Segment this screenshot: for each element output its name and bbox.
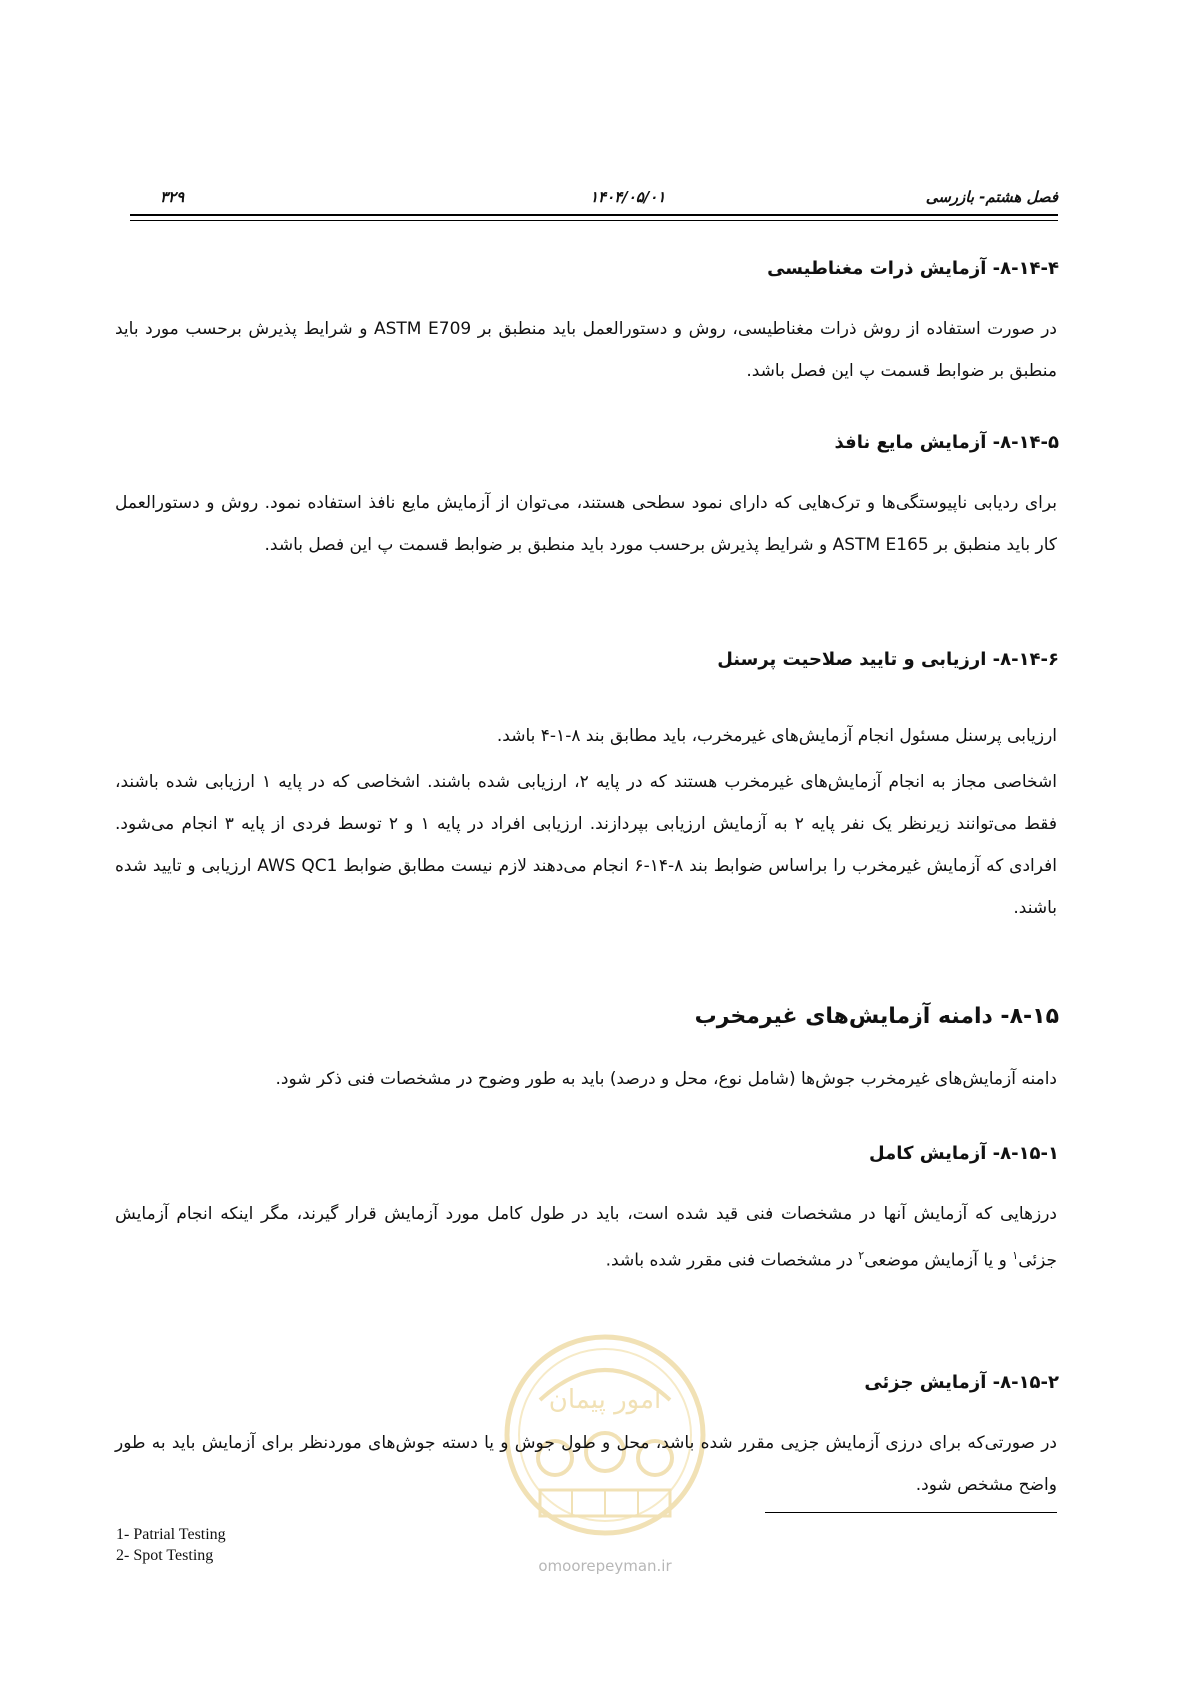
section-heading-8-14-5: ۸-۱۴-۵- آزمایش مایع نافذ	[834, 432, 1059, 453]
footnote-ref-2: ۲	[858, 1249, 865, 1262]
header-rule-thin	[130, 220, 1058, 221]
section-heading-8-14-4: ۸-۱۴-۴- آزمایش ذرات مغناطیسی	[767, 258, 1059, 279]
paragraph: برای ردیابی ناپیوستگی‌ها و ترک‌هایی که دارای نمود سطحی هستند، می‌توان از آزمایش مایع نافذ استفاده نمود. روش و دستورالعمل کار باید منطبق بر ASTM E165 و شرایط پذیرش برحسب مورد باید منطبق بر ضوابط قسمت پ این فصل باشد.	[115, 493, 1057, 555]
watermark-url: omoorepeyman.ir	[538, 1557, 672, 1575]
chapter-title: فصل هشتم- بازرسی	[925, 188, 1058, 206]
paragraph: اشخاصی مجاز به انجام آزمایش‌های غیرمخرب هستند که در پایه ۲، ارزیابی شده باشند. اشخاصی که در پایه ۱ ارزیابی شده باشند، فقط می‌توانند زیرنظر یک نفر پایه ۲ به آزمایش ارزیابی بپردازند. ارزیابی افراد در پایه ۱ و ۲ توسط فردی از پایه ۳ انجام می‌شود. افرادی که آزمایش غیرمخرب را براساس ضوابط بند ۸-۱۴-۶ انجام می‌دهند لازم نیست مطابق ضوابط AWS QC1 ارزیابی و تایید شده باشند.	[115, 772, 1058, 918]
header-date: ۱۴۰۴/۰۵/۰۱	[590, 188, 666, 206]
paragraph: ارزیابی پرسنل مسئول انجام آزمایش‌های غیرمخرب، باید مطابق بند ۸-۱-۴ باشد.	[496, 726, 1057, 746]
paragraph: درزهایی که آزمایش آنها در مشخصات فنی قید شده است، باید در طول کامل مورد آزمایش قرار گیرند، مگر اینکه انجام آزمایش جزئی$^۱$ و یا آزمایش موضعی$^۲$ در مشخصات فنی مقرر شده باشد.	[115, 1204, 1057, 1271]
section-heading-8-15-1: ۸-۱۵-۱- آزمایش کامل	[869, 1143, 1059, 1164]
footnote-ref-1: ۱	[1012, 1249, 1019, 1262]
section-body-8-14-5	[115, 482, 1057, 566]
section-body-8-15-1	[115, 1193, 1057, 1282]
footnote-1: 1- Patrial Testing	[116, 1526, 226, 1543]
footnotes	[116, 1524, 226, 1566]
paragraph: در صورت استفاده از روش ذرات مغناطیسی، روش و دستورالعمل باید منطبق بر ASTM E709 و شرایط پذیرش برحسب مورد باید منطبق بر ضوابط قسمت پ این فصل باشد.	[115, 319, 1058, 381]
header-rule-thick	[130, 214, 1058, 216]
paragraph: در صورتی‌که برای درزی آزمایش جزیی مقرر شده باشد، محل و طول جوش و یا دسته جوش‌های موردنظر برای آزمایش باید به طور واضح مشخص شود.	[115, 1433, 1057, 1495]
section-body-8-15-2	[115, 1422, 1057, 1506]
svg-text:امور پیمان: امور پیمان	[548, 1385, 662, 1415]
page-number: ۳۲۹	[160, 188, 185, 206]
section-heading-8-14-6: ۸-۱۴-۶- ارزیابی و تایید صلاحیت پرسنل	[717, 649, 1059, 670]
section-heading-8-15-2: ۸-۱۵-۲- آزمایش جزئی	[864, 1372, 1059, 1393]
paragraph: دامنه آزمایش‌های غیرمخرب جوش‌ها (شامل نوع، محل و درصد) باید به طور وضوح در مشخصات فنی ذکر شود.	[275, 1069, 1057, 1089]
section-body-8-14-4	[115, 308, 1057, 392]
section-body-8-14-6	[115, 715, 1057, 929]
section-heading-8-15: ۸-۱۵- دامنه آزمایش‌های غیرمخرب	[694, 1004, 1059, 1029]
section-body-8-15	[115, 1058, 1057, 1100]
footnote-separator	[765, 1512, 1057, 1513]
footnote-2: 2- Spot Testing	[116, 1547, 214, 1564]
